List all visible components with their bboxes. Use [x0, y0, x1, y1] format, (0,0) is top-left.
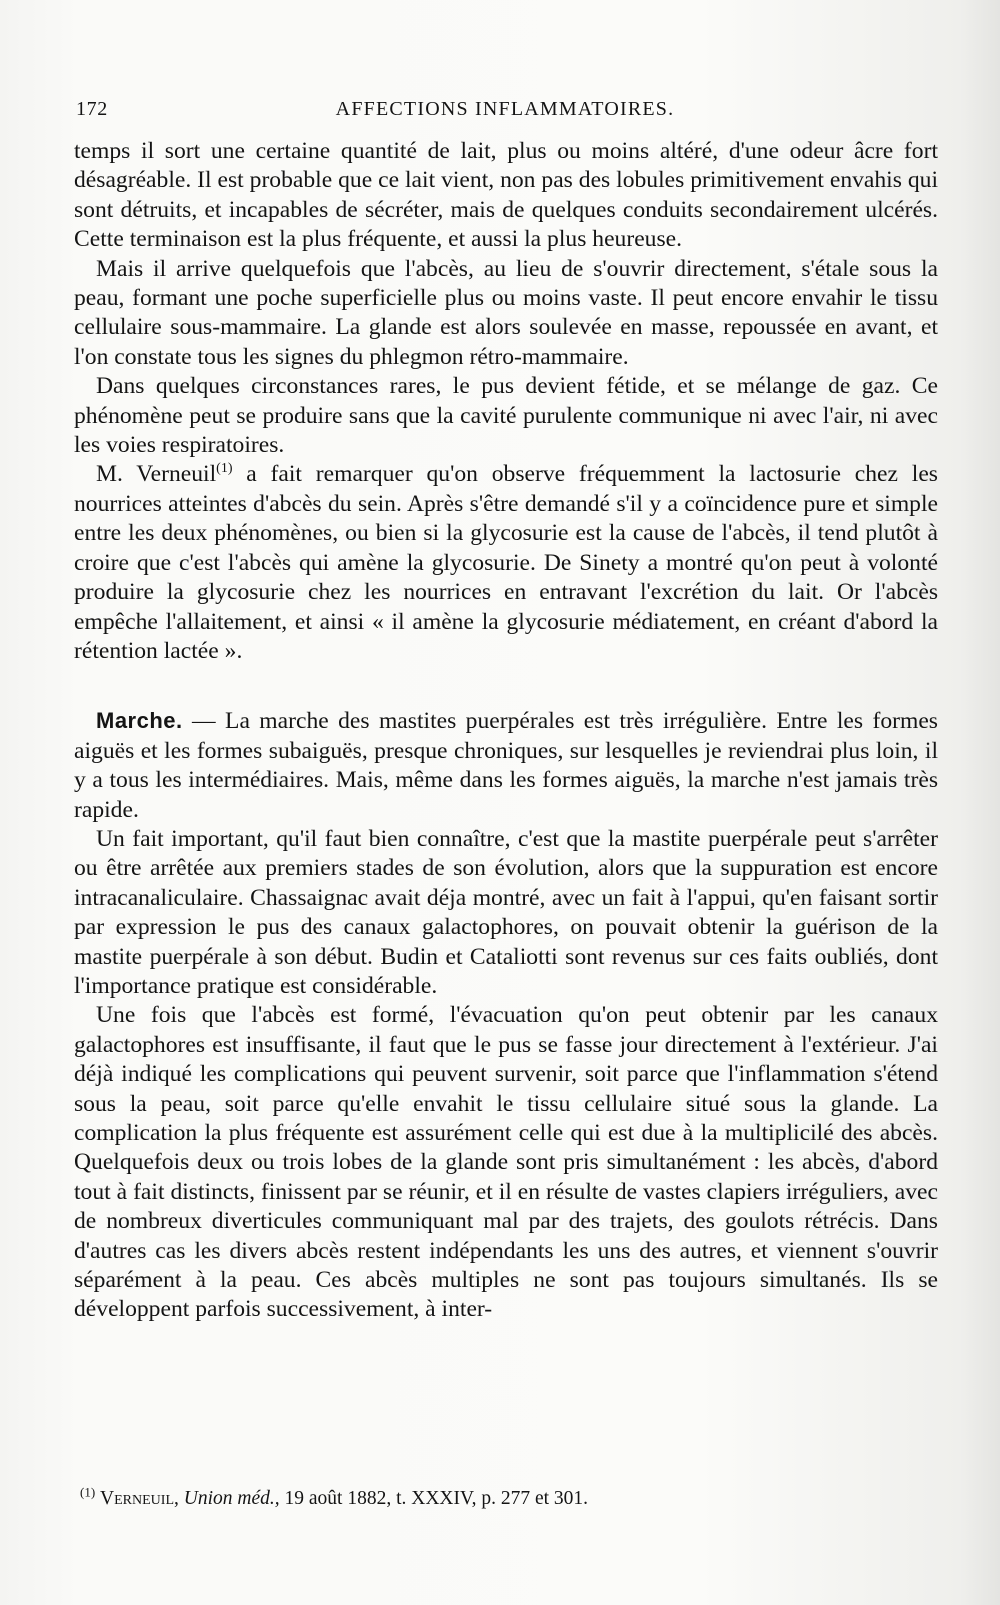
- marche-text: — La marche des mastites puerpérales est très irrégulière. Entre les formes aiguës et les formes subaiguës, presque chroniques, sur lesquelles je reviendrai plus loin, il y a tous les intermédiaires. Mais, même dans les formes aiguës, la marche n'est jamais très rapide.: [74, 708, 938, 823]
- footnote-citation: 19 août 1882, t. XXXIV, p. 277 et 301.: [279, 1488, 589, 1509]
- section-spacer: [74, 666, 938, 706]
- footnote: [80, 1484, 940, 1511]
- running-title: AFFECTIONS INFLAMMATOIRES.: [335, 98, 675, 120]
- footnote-journal: Union méd.,: [183, 1488, 280, 1509]
- page-number: 172: [76, 98, 108, 120]
- verneuil-text-rest: a fait remarquer qu'on observe fréquemment la lactosurie chez les nourrices atteintes d'abcès du sein. Après s'être demandé s'il y a coïncidence pure et simple entre les deux phénomènes, ou bien si la glycosurie est la cause de l'abcès, il tend plutôt à croire que c'est l'abcès qui amène la glycosurie. De Sinety a montré qu'on peut à volonté produire la glycosurie chez les nourrices en entravant l'excrétion du lait. Or l'abcès empêche l'allaitement, et ainsi « il amène la glycosurie médiatement, en créant d'abord la rétention lactée ».: [74, 461, 938, 664]
- paragraph-multiple-abscesses: Une fois que l'abcès est formé, l'évacuation qu'on peut obtenir par les canaux galactophores est insuffisante, il faut que le pus se fasse jour directement à l'extérieur. J'ai déjà indiqué les complications qui peuvent survenir, soit parce que l'inflammation s'étend sous la peau, soit parce qu'elle envahit le tissu cellulaire situé sous la glande. La complication la plus fréquente est assurément celle qui est due à la multiplicilé des abcès. Quelquefois deux ou trois lobes de la glande sont pris simultanément : les abcès, d'abord tout à fait distincts, finissent par se réunir, et il en résulte de vastes clapiers irréguliers, avec de nombreux diverticules communiquant mal par des trajets, des goulots rétrécis. Dans d'autres cas les divers abcès restent indépendants les uns des autres, et viennent s'ouvrir séparément à la peau. Ces abcès multiples ne sont pas toujours simultanés. Ils se développent parfois successivement, à inter-: [74, 1002, 938, 1323]
- verneuil-text: M. Verneuil: [96, 461, 217, 488]
- footnote-author: Verneuil,: [100, 1488, 179, 1509]
- paragraph-abscess-spread: Mais il arrive quelquefois que l'abcès, au lieu de s'ouvrir directement, s'étale sous la peau, formant une poche superficielle plus ou moins vaste. Il peut encore envahir le tissu cellulaire sous-mammaire. La glande est alors soulevée en masse, repoussée en avant, et l'on constate tous les signes du phlegmon rétro-mammaire.: [74, 255, 938, 370]
- paragraph-continuation: temps il sort une certaine quantité de lait, plus ou moins altéré, d'une odeur âcre fort désagréable. Il est probable que ce lait vient, non pas des lobules primitivement envahis qui sont détruits, et incapables de sécréter, mais de quelques conduits secondairement ulcérés. Cette terminaison est la plus fréquente, et aussi la plus heureuse.: [74, 138, 938, 253]
- paragraph-marche: [74, 706, 938, 825]
- section-heading-marche: Marche.: [96, 708, 183, 734]
- footnote-reference: (1): [216, 461, 233, 477]
- running-header: [76, 98, 934, 128]
- body-text: [74, 137, 938, 1325]
- paragraph-fetid-pus: Dans quelques circonstances rares, le pus devient fétide, et se mélange de gaz. Ce phénomène peut se produire sans que la cavité purulente communique ni avec l'air, ni avec les voies respiratoires.: [74, 373, 938, 459]
- paragraph-verneuil: [74, 460, 938, 666]
- paragraph-early-arrest: Un fait important, qu'il faut bien connaître, c'est que la mastite puerpérale peut s'arrêter ou être arrêtée aux premiers stades de son évolution, alors que la suppuration est encore intracanaliculaire. Chassaignac avait déja montré, avec un fait à l'appui, qu'en faisant sortir par expression le pus des canaux galactophores, on pouvait obtenir la guérison de la mastite puerpérale à son début. Budin et Cataliotti sont revenus sur ces faits oubliés, dont l'importance pratique est considérable.: [74, 825, 938, 999]
- footnote-mark: (1): [80, 1484, 96, 1500]
